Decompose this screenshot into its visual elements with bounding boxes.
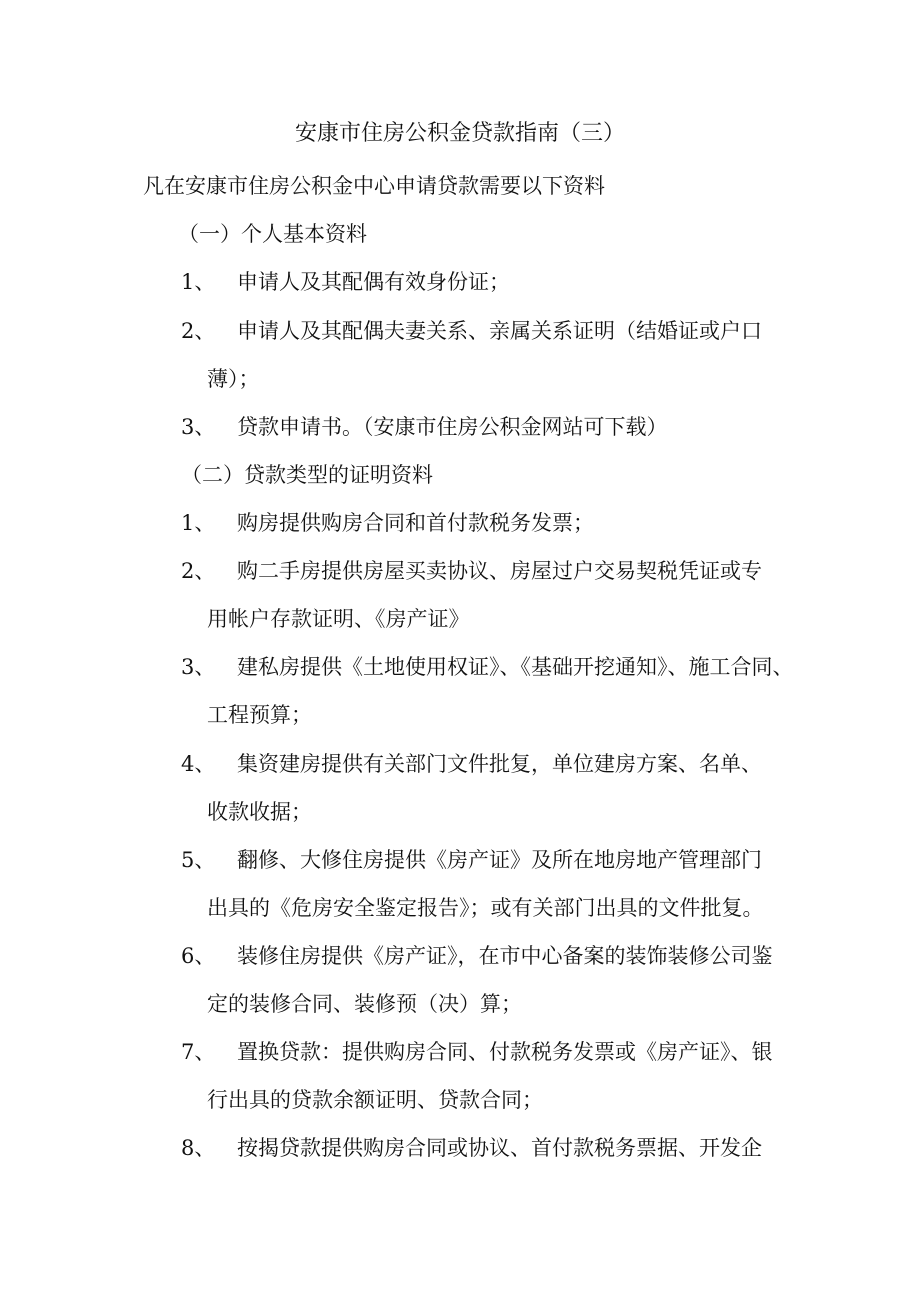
item-text-continued: 收款收据； xyxy=(207,800,312,824)
item-number: 5、 xyxy=(181,848,216,872)
item-number: 1、 xyxy=(181,270,216,294)
item-text-continued: 薄）； xyxy=(207,367,260,391)
section1-heading: （一）个人基本资料 xyxy=(178,222,367,246)
item-text-continued: 出具的《危房安全鉴定报告》；或有关部门出具的文件批复。 xyxy=(207,896,764,920)
item-number: 6、 xyxy=(181,944,216,968)
intro-text: 凡在安康市住房公积金中心申请贷款需要以下资料 xyxy=(143,174,605,198)
item-text-continued: 行出具的贷款余额证明、贷款合同； xyxy=(207,1088,543,1112)
item-text: 申请人及其配偶有效身份证； xyxy=(237,270,510,294)
item-number: 4、 xyxy=(181,752,216,776)
item-text: 按揭贷款提供购房合同或协议、首付款税务票据、开发企 xyxy=(237,1136,762,1160)
item-text: 装修住房提供《房产证》，在市中心备案的装饰装修公司鉴 xyxy=(237,944,773,968)
section2-heading: （二）贷款类型的证明资料 xyxy=(181,463,433,487)
item-text: 贷款申请书。（安康市住房公积金网站可下载） xyxy=(237,415,668,439)
item-number: 8、 xyxy=(181,1136,216,1160)
item-text: 集资建房提供有关部门文件批复，单位建房方案、名单、 xyxy=(237,752,762,776)
item-text-continued: 定的装修合同、装修预（决）算； xyxy=(207,992,522,1016)
item-number: 3、 xyxy=(181,415,216,439)
item-number: 2、 xyxy=(181,319,216,343)
item-text-continued: 用帐户存款证明、《房产证》 xyxy=(207,607,470,631)
item-number: 2、 xyxy=(181,559,216,583)
item-text: 翻修、大修住房提供《房产证》及所在地房地产管理部门 xyxy=(237,848,762,872)
item-text: 购房提供购房合同和首付款税务发票； xyxy=(237,511,594,535)
item-number: 7、 xyxy=(181,1040,216,1064)
item-text: 购二手房提供房屋买卖协议、房屋过户交易契税凭证或专 xyxy=(237,559,762,583)
item-number: 3、 xyxy=(181,655,216,679)
item-text: 置换贷款：提供购房合同、付款税务发票或《房产证》、银 xyxy=(237,1040,773,1064)
item-number: 1、 xyxy=(181,511,216,535)
item-text: 建私房提供《土地使用权证》、《基础开挖通知》、施工合同、 xyxy=(237,655,794,679)
item-text: 申请人及其配偶夫妻关系、亲属关系证明（结婚证或户口 xyxy=(237,319,762,343)
item-text-continued: 工程预算； xyxy=(207,703,312,727)
page-title: 安康市住房公积金贷款指南（三） xyxy=(294,121,625,146)
